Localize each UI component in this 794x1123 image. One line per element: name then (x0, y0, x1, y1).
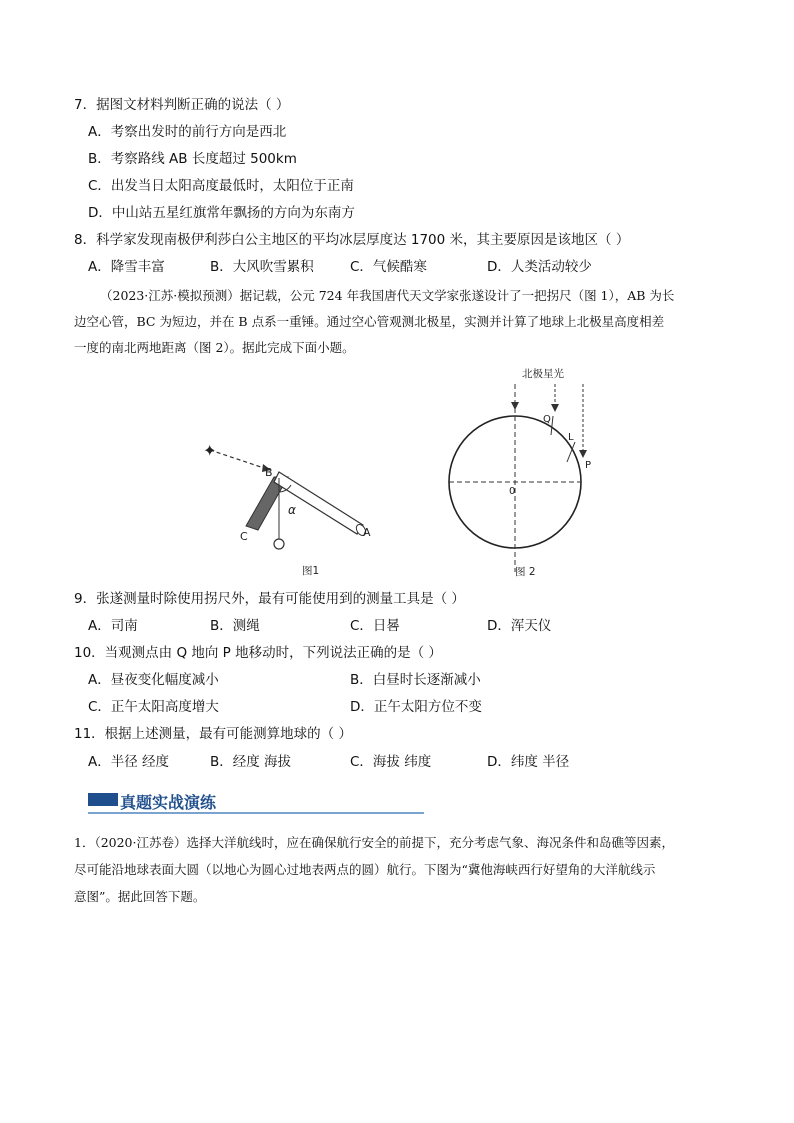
q11-option-a: A．半径 经度 (88, 754, 170, 770)
section-title: 真题实战演练 (120, 793, 217, 812)
material-line-1: （2023·江苏·模拟预测）据记载，公元 724 年我国唐代天文学家张遂设计了一把拐尺（图 1），AB 为长 (100, 288, 675, 303)
label-alpha: α (288, 503, 296, 517)
q8-option-c: C．气候酷寒 (350, 259, 427, 275)
q9-option-b: B．测绳 (210, 618, 260, 634)
q10-option-a: A．昼夜变化幅度减小 (88, 672, 219, 688)
arrow-3 (579, 450, 587, 458)
q11-stem: 11．根据上述测量，最有可能测算地球的（ ） (74, 726, 352, 742)
q1-line-1: 1．（2020·江苏卷）选择大洋航线时，应在确保航行安全的前提下，充分考虑气象、海况条件和岛礁等因素， (74, 835, 674, 850)
q1-line-2: 尽可能沿地球表面大圆（以地心为圆心过地表两点的圆）航行。下图为“冀他海峡西行好望角的大洋航线示 (74, 862, 656, 877)
figure-1-caption: 图1 (302, 565, 320, 577)
q8-option-d: D．人类活动较少 (487, 259, 592, 275)
label-c: C (240, 530, 248, 543)
observer-q-mark (551, 416, 553, 435)
label-o: 0 (509, 486, 516, 497)
q7-option-d: D．中山站五星红旗常年飘扬的方向为东南方 (88, 205, 355, 221)
q10-option-c: C．正午太阳高度增大 (88, 699, 219, 715)
star-ray-line (210, 450, 270, 470)
q11-option-d: D．纬度 半径 (487, 754, 570, 770)
q9-option-d: D．浑天仪 (487, 618, 552, 634)
q1-line-3: 意图”。据此回答下题。 (74, 889, 206, 904)
material-line-2: 边空心管，BC 为短边，并在 B 点系一重锤。通过空心管观测北极星，实测并计算了地球上北极星高度相差 (74, 314, 665, 329)
figure-1-ruler-diagram (195, 362, 405, 580)
material-line-3: 一度的南北两地距离（图 2）。据此完成下面小题。 (74, 340, 355, 355)
q7-option-c: C．出发当日太阳高度最低时，太阳位于正南 (88, 178, 354, 194)
q11-option-c: C．海拔 纬度 (350, 754, 432, 770)
q10-stem: 10．当观测点由 Q 地向 P 地移动时，下列说法正确的是（ ） (74, 645, 442, 661)
polaris-light-label: 北极星光 (522, 368, 564, 380)
label-a: A (363, 526, 371, 539)
q8-option-b: B．大风吹雪累积 (210, 259, 314, 275)
label-b: B (265, 466, 273, 479)
arrow-2 (551, 404, 559, 412)
star-icon: ✦ (203, 441, 217, 460)
label-q: Q (543, 414, 551, 425)
figure-2-caption: 图 2 (515, 566, 536, 578)
q10-option-d: D．正午太阳方位不变 (350, 699, 482, 715)
label-p: P (585, 460, 592, 471)
q11-option-b: B．经度 海拔 (210, 754, 292, 770)
label-l: L (568, 432, 574, 443)
arrow-1 (511, 402, 519, 410)
q7-stem: 7．据图文材料判断正确的说法（ ） (74, 97, 290, 113)
q8-option-a: A．降雪丰富 (88, 259, 165, 275)
q9-option-a: A．司南 (88, 618, 138, 634)
plumb-bob (274, 539, 284, 549)
q7-option-a: A．考察出发时的前行方向是西北 (88, 124, 287, 140)
q8-stem: 8．科学家发现南极伊利莎白公主地区的平均冰层厚度达 1700 米，其主要原因是该地区（ ） (74, 232, 630, 248)
section-underline (88, 812, 424, 814)
q9-option-c: C．日晷 (350, 618, 400, 634)
q9-stem: 9．张遂测量时除使用拐尺外，最有可能使用到的测量工具是（ ） (74, 591, 465, 607)
figure-2-earth-diagram (445, 362, 610, 580)
section-marker (88, 793, 118, 806)
q7-option-b: B．考察路线 AB 长度超过 500km (88, 151, 297, 167)
q10-option-b: B．白昼时长逐渐减小 (350, 672, 481, 688)
